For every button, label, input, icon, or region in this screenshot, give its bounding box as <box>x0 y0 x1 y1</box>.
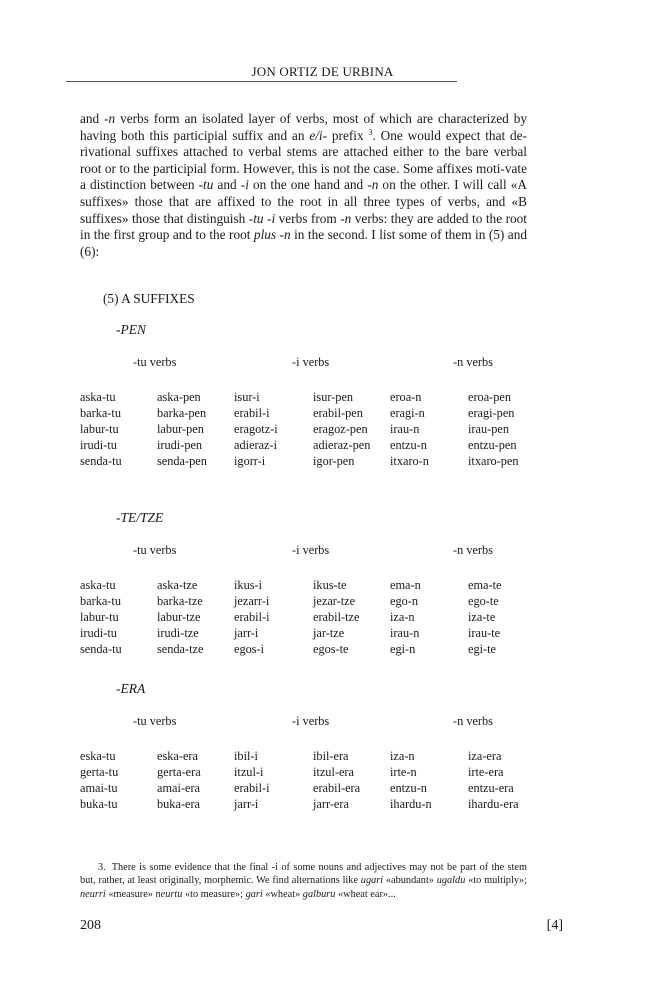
table-cell: entzu-n <box>390 780 427 795</box>
page-number: 208 <box>80 918 101 933</box>
table-cell: adieraz-i <box>234 437 278 452</box>
table-row <box>80 454 560 470</box>
table-cell: erabil-era <box>313 780 361 795</box>
table-cell: jezar-tze <box>313 593 356 608</box>
text-run: verbs from <box>275 210 341 226</box>
italic-term: ugaldu <box>436 875 466 887</box>
table-cell: aska-pen <box>157 390 201 404</box>
table-cell: eragi-n <box>390 405 425 420</box>
table-row <box>80 578 560 594</box>
table-cell: amai-tu <box>80 780 118 795</box>
table-cell: jarr-era <box>313 796 349 811</box>
table-cell: senda-tze <box>157 641 204 656</box>
table-cell: barka-tu <box>80 593 121 608</box>
text-run: on the other. I will call «A suffixes» those that are affixed to the root in all three types of verbs, and «B suffixes» those that distinguish <box>80 177 527 226</box>
table-row <box>80 749 560 765</box>
table-cell: eragoz-pen <box>313 421 368 436</box>
table-row <box>80 438 560 454</box>
table-cell: egos-i <box>234 641 265 656</box>
table-cell: ikus-te <box>313 578 347 592</box>
text-run: «wheat ear»... <box>335 888 396 900</box>
text-run: . One would expect that de-rivational suffixes attached to verbal stems are attached either to the bare verbal root or to the participial form. However, this is not the case. Some affixes moti-vate a distinction between <box>80 127 527 193</box>
table-cell: eroa-pen <box>468 390 512 404</box>
column-header: -n verbs <box>453 543 493 557</box>
verb-table <box>80 578 560 657</box>
table-cell: egos-te <box>313 641 349 656</box>
table-cell: aska-tze <box>157 578 198 592</box>
table-cell: jezarr-i <box>234 593 270 608</box>
table-cell: barka-pen <box>157 405 207 420</box>
section-title: -ERA <box>116 681 146 696</box>
table-cell: iza-te <box>468 609 496 624</box>
footnote <box>80 861 527 901</box>
italic-term: -n <box>340 210 352 226</box>
table-cell: irudi-tze <box>157 625 199 640</box>
table-cell: entzu-n <box>390 437 427 452</box>
table-cell: buka-tu <box>80 796 118 811</box>
text-run: verbs form an isolated layer of verbs, most of which are characterized by having both this participial suffix and an <box>80 111 527 143</box>
table-row <box>80 765 560 781</box>
column-headers <box>80 355 560 371</box>
column-header: -n verbs <box>453 714 493 728</box>
table-cell: eragi-pen <box>468 405 515 420</box>
table-cell: ego-n <box>390 593 418 608</box>
table-cell: erabil-i <box>234 780 270 795</box>
body-text <box>80 111 527 260</box>
table-row <box>80 781 560 797</box>
table-cell: irau-n <box>390 625 420 640</box>
column-header: -n verbs <box>453 355 493 369</box>
table-row <box>80 626 560 642</box>
table-cell: eska-tu <box>80 749 116 763</box>
footnote-ref[interactable]: 3 <box>368 127 373 137</box>
table-cell: ibil-era <box>313 749 349 763</box>
table-cell: irudi-pen <box>157 437 203 452</box>
table-row <box>80 797 560 813</box>
table-cell: jar-tze <box>313 625 345 640</box>
table-cell: ema-n <box>390 578 421 592</box>
section-title: -TE/TZE <box>116 510 164 525</box>
table-row <box>80 642 560 658</box>
table-cell: erabil-i <box>234 405 270 420</box>
column-header: -tu verbs <box>133 714 177 728</box>
table-cell: iza-era <box>468 749 502 763</box>
table-cell: gerta-era <box>157 764 201 779</box>
text-run: in the second. I list some of them in (5) and (6): <box>80 227 527 259</box>
text-run: «to multiply»; <box>465 875 527 887</box>
table-cell: isur-i <box>234 390 260 404</box>
table-cell: itzul-era <box>313 764 354 779</box>
table-cell: erabil-pen <box>313 405 363 420</box>
text-run: on the one hand and <box>248 177 368 193</box>
column-header: -i verbs <box>292 543 330 557</box>
italic-term: gari <box>245 888 263 900</box>
table-cell: labur-tu <box>80 609 119 624</box>
table-row <box>80 406 560 422</box>
section-title: -PEN <box>116 322 146 337</box>
table-cell: eragotz-i <box>234 421 278 436</box>
table-cell: barka-tu <box>80 405 121 420</box>
table-cell: ihardu-n <box>390 796 432 811</box>
text-run: prefix <box>327 127 369 143</box>
table-cell: entzu-era <box>468 780 514 795</box>
body-paragraph <box>80 111 527 260</box>
table-cell: ihardu-era <box>468 796 519 811</box>
italic-term: -tu -i <box>248 210 276 226</box>
table-cell: itzul-i <box>234 764 264 779</box>
table-cell: jarr-i <box>234 625 259 640</box>
italic-term: -tu <box>198 177 214 193</box>
table-cell: itxaro-n <box>390 453 429 468</box>
table-cell: labur-tze <box>157 609 201 624</box>
table-cell: entzu-pen <box>468 437 517 452</box>
table-cell: isur-pen <box>313 390 354 404</box>
italic-term: ugari <box>360 875 384 887</box>
table-cell: amai-era <box>157 780 201 795</box>
table-cell: egi-te <box>468 641 496 656</box>
table-cell: eroa-n <box>390 390 422 404</box>
header-rule <box>66 81 457 82</box>
text-run: verbs: they are added to the root in the first group and to the root <box>80 210 528 243</box>
table-cell: senda-tu <box>80 641 122 656</box>
text-run: There is some evidence that the final -i of some nouns and adjectives may not be part of the stem but, rather, at least originally, morphemic. We find alternations like <box>80 862 527 887</box>
table-cell: gerta-tu <box>80 764 119 779</box>
text-run: «measure» <box>105 888 156 900</box>
table-cell: erabil-tze <box>313 609 360 624</box>
text-run: and <box>80 111 105 126</box>
table-row <box>80 390 560 406</box>
table-cell: aska-tu <box>80 578 116 592</box>
italic-term: plus -n <box>253 227 291 243</box>
text-run: «abundant» <box>383 875 437 887</box>
table-cell: senda-pen <box>157 453 207 468</box>
table-cell: itxaro-pen <box>468 453 519 468</box>
table-cell: adieraz-pen <box>313 437 371 452</box>
table-cell: ikus-i <box>234 578 263 592</box>
table-cell: senda-tu <box>80 453 122 468</box>
footnote-number: 3. <box>98 862 106 873</box>
table-cell: irau-n <box>390 421 420 436</box>
text-run: and <box>213 177 241 193</box>
column-headers <box>80 714 560 730</box>
table-cell: irudi-tu <box>80 625 117 640</box>
italic-term: neurtu <box>155 888 183 900</box>
italic-term: galburu <box>302 888 336 900</box>
verb-table <box>80 390 560 469</box>
table-cell: iza-n <box>390 749 415 763</box>
table-cell: irte-era <box>468 764 504 779</box>
italic-term: -i <box>240 177 249 193</box>
table-cell: irau-pen <box>468 421 509 436</box>
running-head: JON ORTIZ DE URBINA <box>251 64 394 79</box>
italic-term: -n <box>104 111 116 126</box>
column-header: -tu verbs <box>133 543 177 557</box>
table-cell: igor-pen <box>313 453 355 468</box>
example-label: (5) A SUFFIXES <box>103 291 195 306</box>
table-row <box>80 610 560 626</box>
italic-term: neurri <box>80 888 106 900</box>
italic-term: -n <box>367 177 379 193</box>
footnote-text <box>80 862 527 900</box>
table-cell: igorr-i <box>234 453 266 468</box>
table-cell: labur-tu <box>80 421 119 436</box>
page-bracket-number: [4] <box>546 918 563 933</box>
column-header: -i verbs <box>292 714 330 728</box>
text-run: «wheat» <box>262 888 303 900</box>
table-cell: irte-n <box>390 764 417 779</box>
text-run: «to measure»; <box>182 888 246 900</box>
table-cell: labur-pen <box>157 421 204 436</box>
column-headers <box>80 543 560 559</box>
table-cell: barka-tze <box>157 593 203 608</box>
table-cell: buka-era <box>157 796 201 811</box>
table-row <box>80 422 560 438</box>
table-cell: ego-te <box>468 593 499 608</box>
table-cell: erabil-i <box>234 609 270 624</box>
verb-table <box>80 749 560 813</box>
table-cell: eska-era <box>157 749 198 763</box>
table-cell: jarr-i <box>234 796 259 811</box>
table-row <box>80 594 560 610</box>
italic-term: e/i- <box>309 127 328 143</box>
table-cell: ibil-i <box>234 749 258 763</box>
table-cell: aska-tu <box>80 390 116 404</box>
table-cell: egi-n <box>390 641 416 656</box>
table-cell: ema-te <box>468 578 502 592</box>
table-cell: iza-n <box>390 609 415 624</box>
column-header: -tu verbs <box>133 355 177 369</box>
table-cell: irau-te <box>468 625 501 640</box>
table-cell: irudi-tu <box>80 437 117 452</box>
column-header: -i verbs <box>292 355 330 369</box>
